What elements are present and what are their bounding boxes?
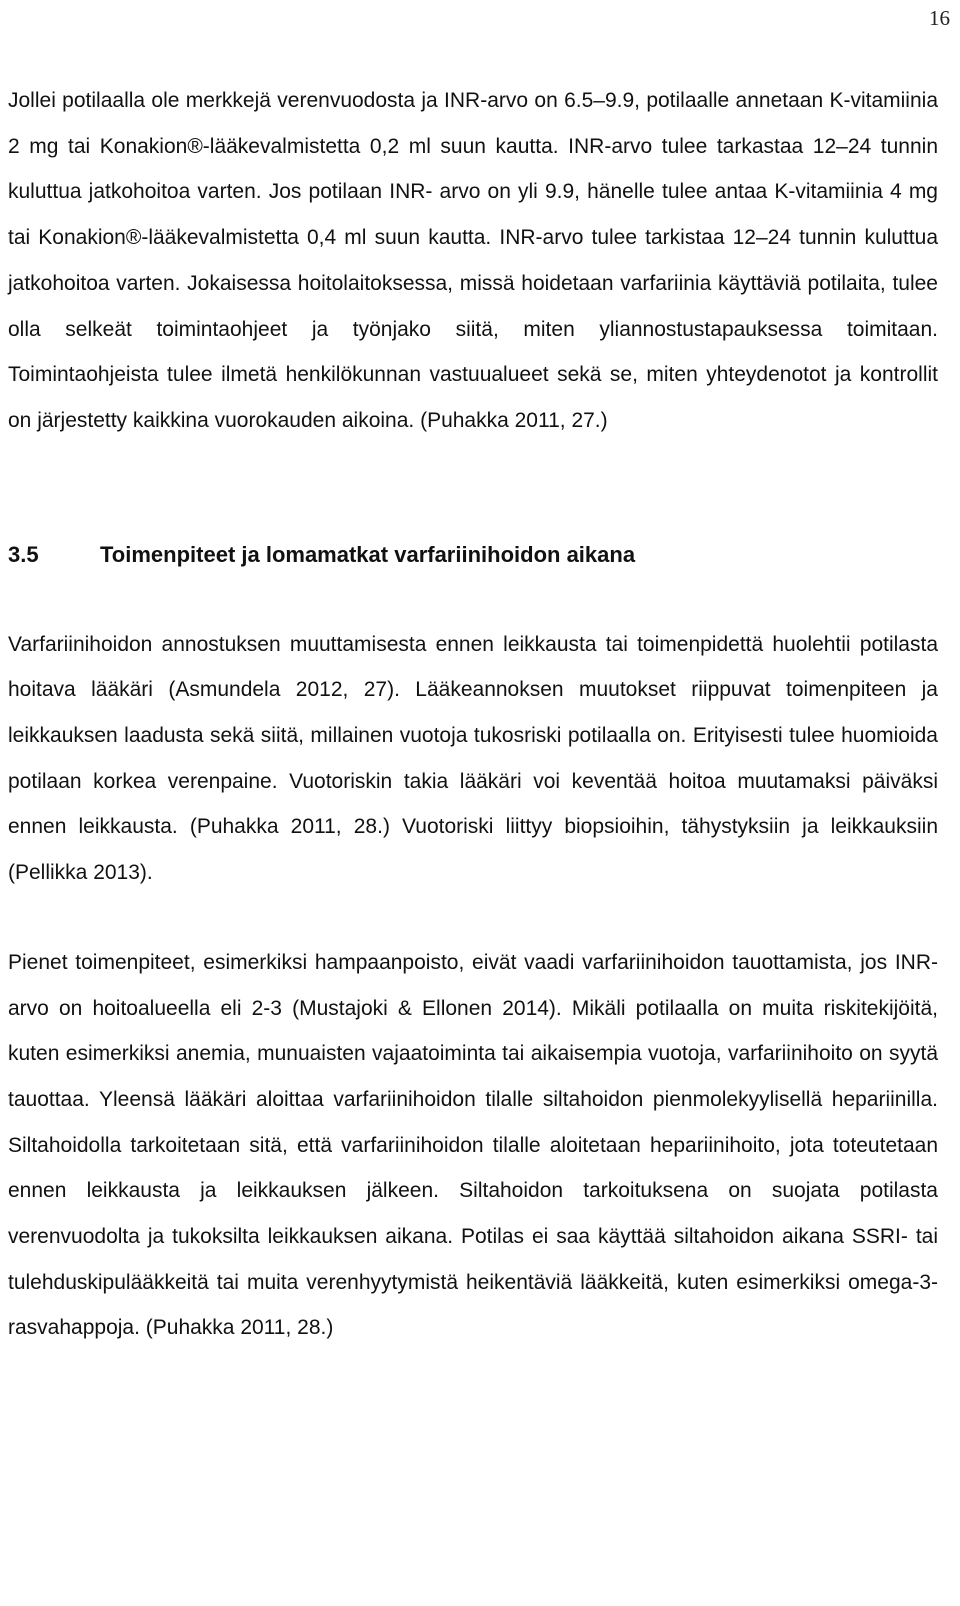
spacer: [8, 578, 938, 622]
paragraph-inr-overdose: Jollei potilaalla ole merkkejä verenvuodosta ja INR-arvo on 6.5–9.9, potilaalle annetaan K-vitamiinia 2 mg tai Konakion®-lääkevalmistetta 0,2 ml suun kautta. INR-arvo tulee tarkastaa 12–24 tunnin kuluttua jatkohoitoa varten. Jos potilaan INR- arvo on yli 9.9, hänelle tulee antaa K-vitamiinia 4 mg tai Konakion®-lääkevalmistetta 0,4 ml suun kautta. INR-arvo tulee tarkistaa 12–24 tunnin kuluttua jatkohoitoa varten. Jokaisessa hoitolaitoksessa, missä hoidetaan varfariinia käyttäviä potilaita, tulee olla selkeät toimintaohjeet ja työnjako siitä, miten yliannostustapauksessa toimitaan. Toimintaohjeista tulee ilmetä henkilökunnan vastuualueet sekä se, miten yhteydenotot ja kontrollit on järjestetty kaikkina vuorokauden aikoina. (Puhakka 2011, 27.): [8, 89, 938, 432]
section-heading: [8, 532, 938, 578]
page-number: 16: [929, 6, 950, 30]
spacer: [8, 896, 938, 940]
section-title: Toimenpiteet ja lomamatkat varfariinihoidon aikana: [100, 541, 636, 567]
spacer: [8, 444, 938, 532]
document-body: [8, 78, 938, 1351]
section-number: 3.5: [8, 541, 39, 567]
paragraph-bridging-therapy: Pienet toimenpiteet, esimerkiksi hampaanpoisto, eivät vaadi varfariinihoidon tauottamista, jos INR-arvo on hoitoalueella eli 2-3 (Mustajoki & Ellonen 2014). Mikäli potilaalla on muita riskitekijöitä, kuten esimerkiksi anemia, munuaisten vajaatoiminta tai aikaisempia vuotoja, varfariinihoito on syytä tauottaa. Yleensä lääkäri aloittaa varfariinihoidon tilalle siltahoidon pienmolekyylisellä hepariinilla. Siltahoidolla tarkoitetaan sitä, että varfariinihoidon tilalle aloitetaan hepariinihoito, jota toteutetaan ennen leikkausta ja leikkauksen jälkeen. Siltahoidon tarkoituksena on suojata potilasta verenvuodolta ja tukoksilta leikkauksen aikana. Potilas ei saa käyttää siltahoidon aikana SSRI- tai tulehduskipulääkkeitä tai muita verenhyytymistä heikentäviä lääkkeitä, kuten esimerkiksi omega-3-rasvahappoja. (Puhakka 2011, 28.): [8, 950, 938, 1340]
paragraph-dosage-changes: Varfariinihoidon annostuksen muuttamisesta ennen leikkausta tai toimenpidettä huolehtii potilasta hoitava lääkäri (Asmundela 2012, 27). Lääkeannoksen muutokset riippuvat toimenpiteen ja leikkauksen laadusta sekä siitä, millainen vuotoja tukosriski potilaalla on. Erityisesti tulee huomioida potilaan korkea verenpaine. Vuotoriskin takia lääkäri voi keventää hoitoa muutamaksi päiväksi ennen leikkausta. (Puhakka 2011, 28.) Vuotoriski liittyy biopsioihin, tähystyksiin ja leikkauksiin (Pellikka 2013).: [8, 632, 938, 885]
